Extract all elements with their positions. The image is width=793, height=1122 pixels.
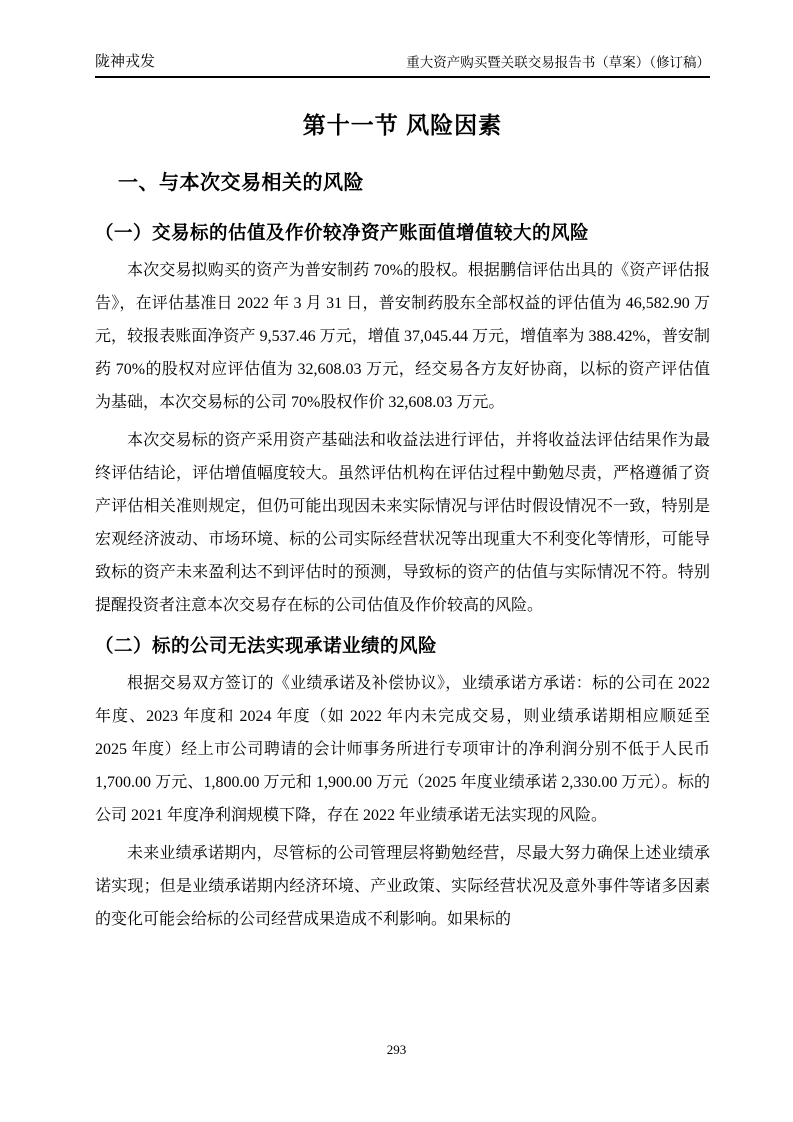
- section-heading: 一、与本次交易相关的风险: [118, 172, 364, 194]
- body-paragraph-3: 根据交易双方签订的《业绩承诺及补偿协议》，业绩承诺方承诺：标的公司在 2022 年度、2023 年度和 2024 年度（如 2022 年内未完成交易，则业绩承诺期相应顺延至 2025 年度）经上市公司聘请的会计师事务所进行专项审计的净利润分别不低于人民币 1,700.00 万元、1,800.00 万元和 1,900.00 万元（2025 年度业绩承诺 2,330.00 万元）。标的公司 2021 年度净利润规模下降，存在 2022 年业绩承诺无法实现的风险。: [95, 675, 710, 824]
- body-paragraph-4: 未来业绩承诺期内，尽管标的公司管理层将勤勉经营，尽最大努力确保上述业绩承诺实现；但是业绩承诺期内经济环境、产业政策、实际经营状况及意外事件等诸多因素的变化可能会给标的公司经营成果造成不利影响。如果标的: [95, 845, 710, 928]
- subsection-heading-1: （一）交易标的估值及作价较净资产账面值增值较大的风险: [95, 222, 590, 243]
- page-header: [95, 53, 710, 78]
- chapter-title: 第十一节 风险因素: [302, 112, 503, 138]
- body-paragraph-2: 本次交易标的资产采用资产基础法和收益法进行评估，并将收益法评估结果作为最终评估结论，评估增值幅度较大。虽然评估机构在评估过程中勤勉尽责，严格遵循了资产评估相关准则规定，但仍可能出现因未来实际情况与评估时假设情况不一致，特别是宏观经济波动、市场环境、标的公司实际经营状况等出现重大不利变化等情形，可能导致标的资产未来盈利达不到评估时的预测，导致标的资产的估值与实际情况不符。特别提醒投资者注意本次交易存在标的公司估值及作价较高的风险。: [95, 432, 710, 614]
- page-number: 293: [386, 1042, 407, 1057]
- header-company-name: 陇神戎发: [95, 54, 156, 70]
- body-paragraph-1: 本次交易拟购买的资产为普安制药 70%的股权。根据鹏信评估出具的《资产评估报告》，在评估基准日 2022 年 3 月 31 日，普安制药股东全部权益的评估值为 46,582.90 万元，较报表账面净资产 9,537.46 万元，增值 37,045.44 万元，增值率为 388.42%，普安制药 70%的股权对应评估值为 32,608.03 万元，经交易各方友好协商，以标的资产评估值为基础，本次交易标的公司 70%股权作价 32,608.03 万元。: [95, 262, 710, 411]
- subsection-heading-2: （二）标的公司无法实现承诺业绩的风险: [95, 635, 438, 656]
- header-report-title: 重大资产购买暨关联交易报告书（草案）（修订稿）: [406, 55, 710, 70]
